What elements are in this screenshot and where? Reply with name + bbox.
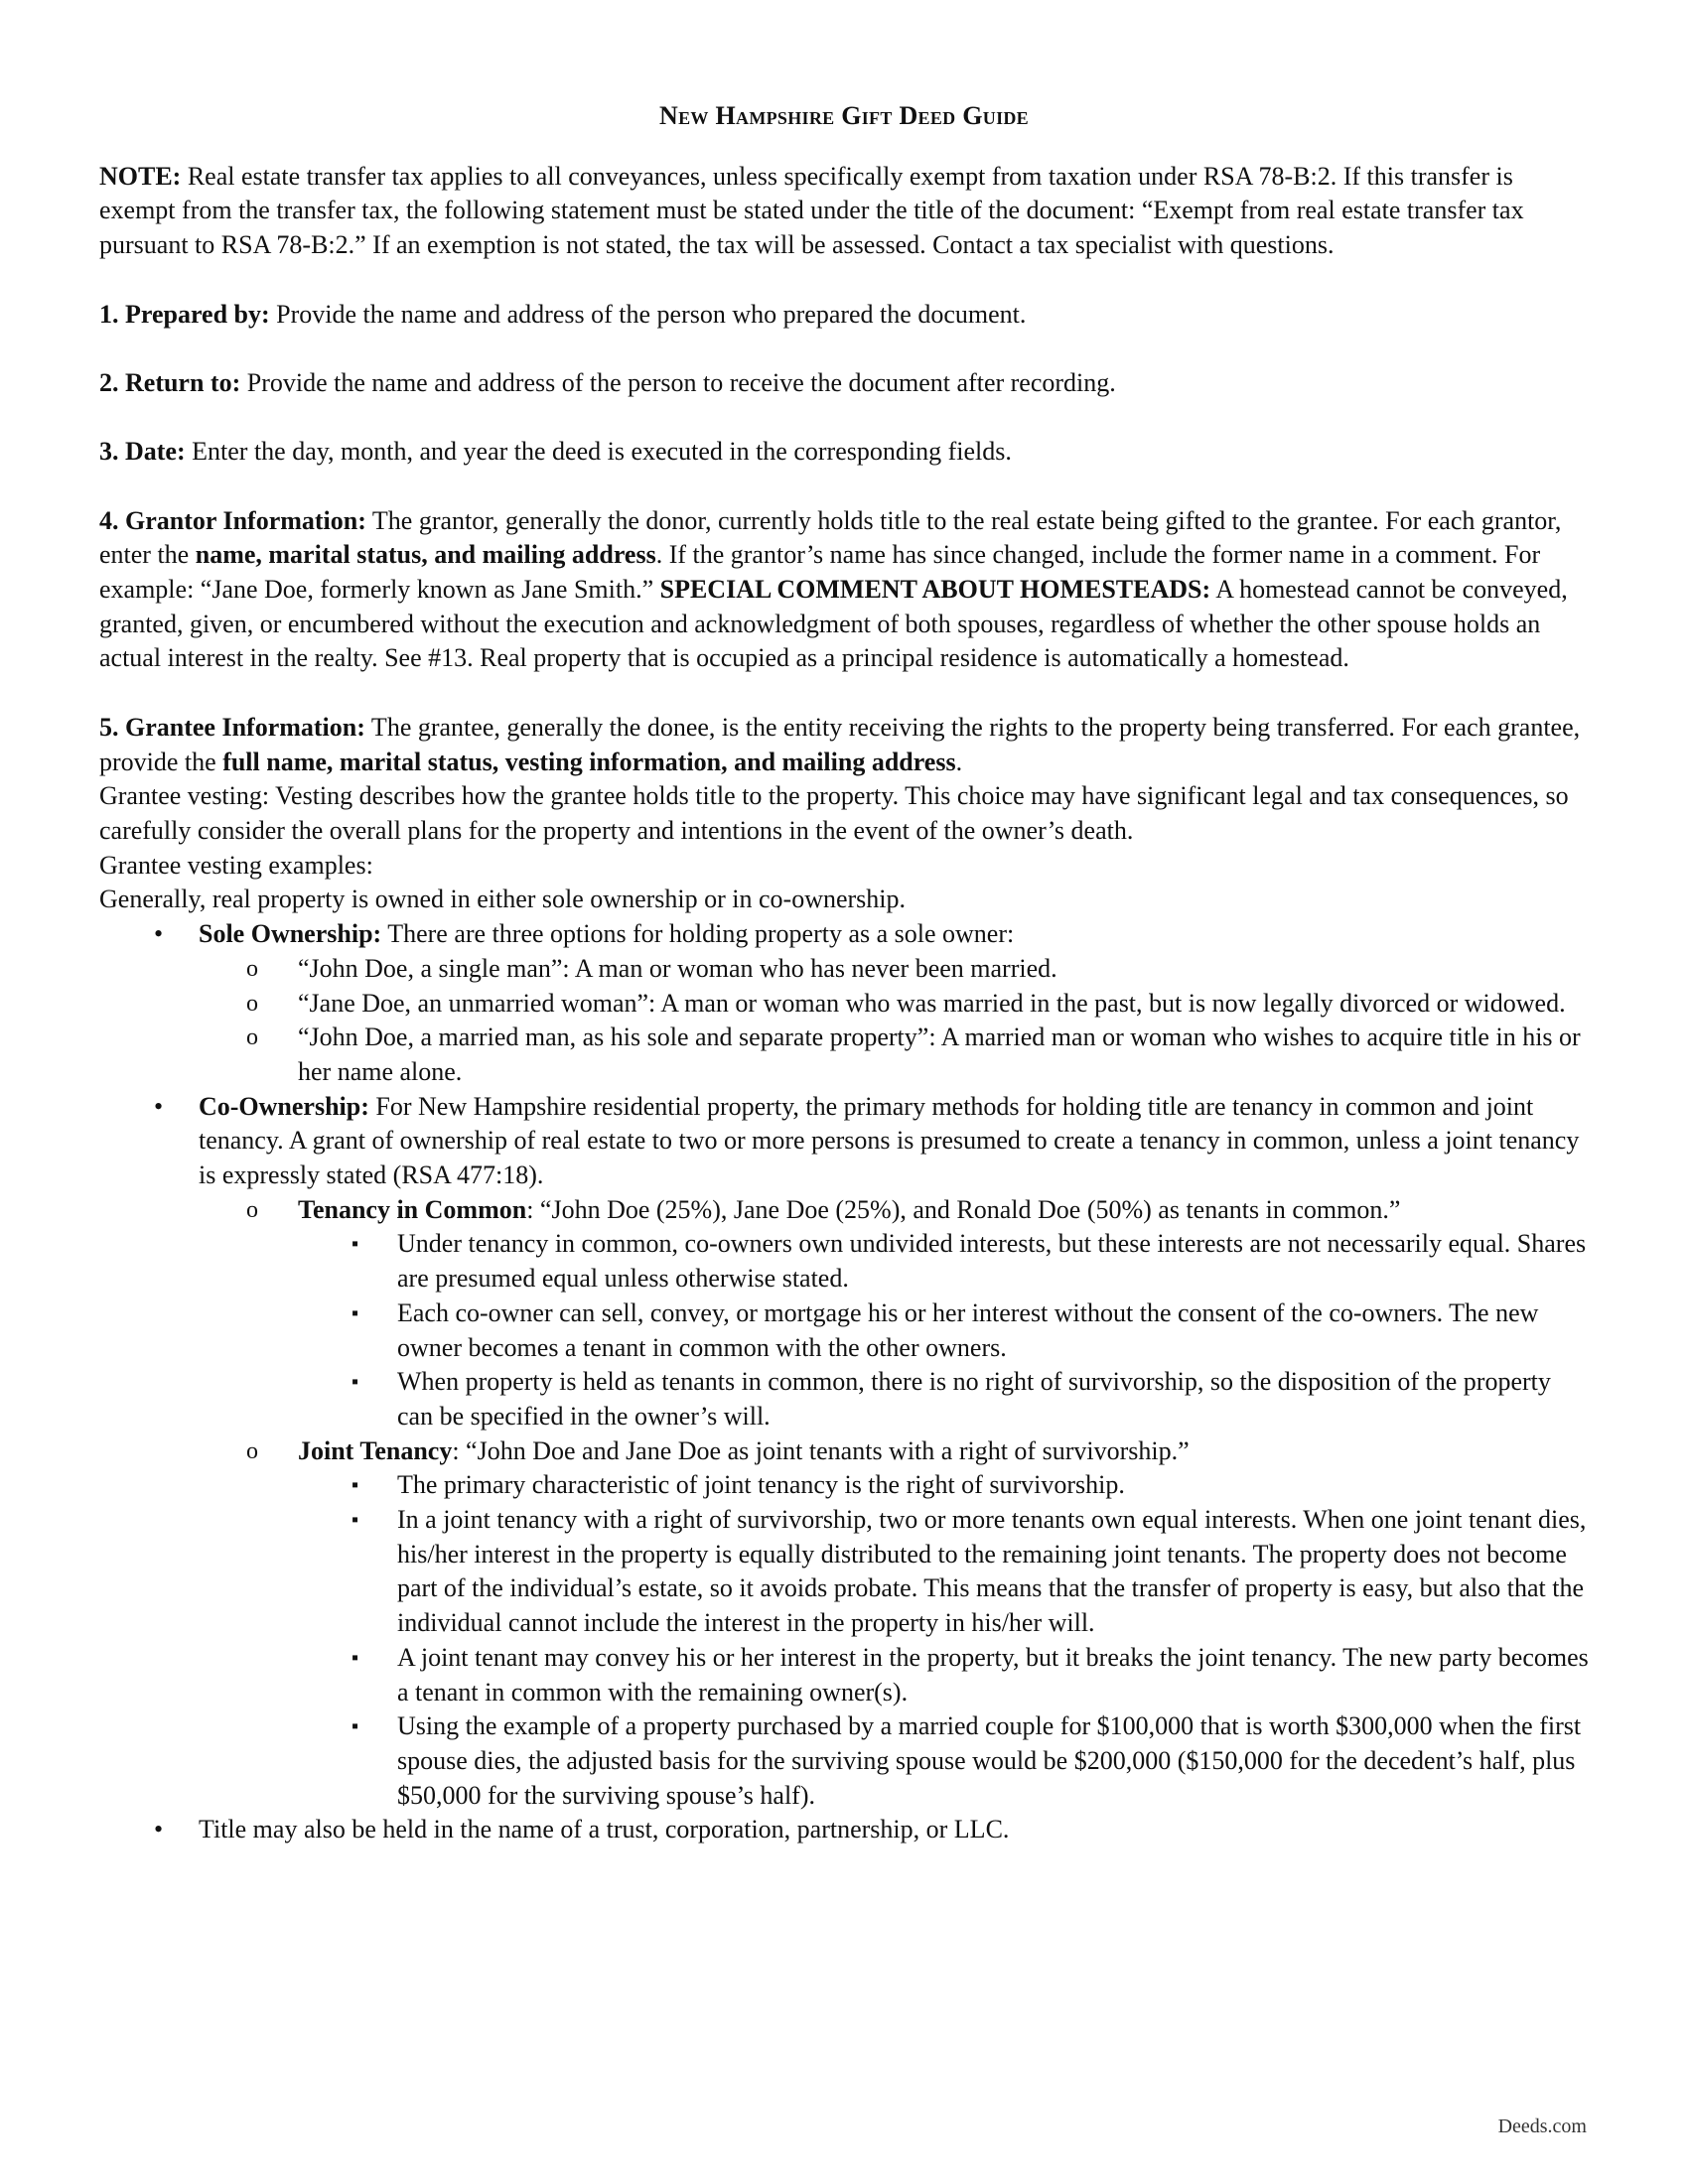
list-item bbox=[298, 1434, 1589, 1814]
list-item bbox=[298, 1193, 1589, 1434]
list-item bbox=[99, 1090, 1589, 1814]
list-item: ▪ The primary characteristic of joint tenancy is the right of survivorship. bbox=[397, 1468, 1589, 1503]
tenancy-in-common-details bbox=[397, 1227, 1589, 1433]
section-text: A homestead cannot be conveyed, granted, given, or encumbered without the execution and acknowledgment of both spouses, regardless of whether the other spouse holds an actual interest in the realty. See #13. Real property that is occupied as a principal residence is automatically a homestead. bbox=[99, 575, 1568, 673]
ownership-list bbox=[99, 917, 1589, 1847]
tenancy-in-common-label: Tenancy in Common bbox=[298, 1194, 527, 1224]
footer-brand: Deeds.com bbox=[1497, 2116, 1587, 2137]
joint-tenancy-details bbox=[397, 1468, 1589, 1813]
ownership-intro-text: Generally, real property is owned in either sole ownership or in co-ownership. bbox=[99, 885, 907, 914]
list-item: ▪ In a joint tenancy with a right of survivorship, two or more tenants own equal interests. When one joint tenant dies, his/her interest in the property is equally distributed to the remaining joint tenants. The property does not become part of the individual’s estate, so it avoids probate. This means that the transfer of property is easy, but also that the individual cannot include the interest in the property in his/her will. bbox=[397, 1503, 1589, 1641]
section-label: 3. Date: bbox=[99, 437, 186, 467]
bold-text: name, marital status, and mailing address bbox=[195, 540, 656, 570]
bold-text: full name, marital status, vesting information, and mailing address bbox=[222, 747, 956, 776]
grantee-vesting-text: Grantee vesting: Vesting describes how the grantee holds title to the property. This choice may have significant legal and tax consequences, so carefully consider the overall plans for the property and intentions in the event of the owner’s death. bbox=[99, 781, 1569, 845]
list-item: ▪ When property is held as tenants in common, there is no right of survivorship, so the disposition of the property can be specified in the owner’s will. bbox=[397, 1365, 1589, 1433]
sole-ownership-label: Sole Ownership: bbox=[199, 919, 382, 949]
section-text: . bbox=[955, 747, 963, 776]
list-item: o “John Doe, a single man”: A man or woman who has never been married. bbox=[298, 952, 1589, 987]
section-grantee-information bbox=[99, 711, 1589, 779]
list-item: ▪ A joint tenant may convey his or her interest in the property, but it breaks the joint tenancy. The new party becomes a tenant in common with the remaining owner(s). bbox=[397, 1641, 1589, 1709]
list-item-text: There are three options for holding property as a sole owner: bbox=[381, 919, 1015, 949]
section-text: Provide the name and address of the person to receive the document after recording. bbox=[240, 367, 1116, 397]
co-ownership-options bbox=[298, 1193, 1589, 1814]
section-date bbox=[99, 435, 1589, 470]
list-item-text: : “John Doe and Jane Doe as joint tenants with a right of survivorship.” bbox=[452, 1435, 1190, 1465]
list-item: ▪ Each co-owner can sell, convey, or mortgage his or her interest without the consent of the co-owners. The new owner becomes a tenant in common with the other owners. bbox=[397, 1297, 1589, 1365]
section-return-to bbox=[99, 366, 1589, 401]
note-text: Real estate transfer tax applies to all conveyances, unless specifically exempt from taxation under RSA 78-B:2. If this transfer is exempt from the transfer tax, the following statement must be stated under the title of the document: “Exempt from real estate transfer tax pursuant to RSA 78-B:2.” If an exemption is not stated, the tax will be assessed. Contact a tax specialist with questions. bbox=[99, 161, 1524, 260]
section-label: 1. Prepared by: bbox=[99, 299, 270, 329]
section-grantor-information bbox=[99, 504, 1589, 677]
list-item: • Title may also be held in the name of a trust, corporation, partnership, or LLC. bbox=[99, 1813, 1589, 1847]
list-item-text: For New Hampshire residential property, the primary methods for holding title are tenancy in common and joint tenancy. A grant of ownership of real estate to two or more persons is presumed to create a tenancy in common, unless a joint tenancy is expressly stated (RSA 477:18). bbox=[199, 1091, 1580, 1190]
list-item: ▪ Under tenancy in common, co-owners own undivided interests, but these interests are not necessarily equal. Shares are presumed equal unless otherwise stated. bbox=[397, 1227, 1589, 1296]
list-item: ▪ Using the example of a property purchased by a married couple for $100,000 that is worth $300,000 when the first spouse dies, the adjusted basis for the surviving spouse would be $200,000 ($150,000 for the decedent’s half, plus $50,000 for the surviving spouse’s half). bbox=[397, 1709, 1589, 1813]
section-text: Enter the day, month, and year the deed is executed in the corresponding fields. bbox=[185, 437, 1012, 467]
section-label: 2. Return to: bbox=[99, 367, 241, 397]
list-item: o “Jane Doe, an unmarried woman”: A man or woman who was married in the past, but is now legally divorced or widowed. bbox=[298, 987, 1589, 1022]
section-text: . If the grantor’s name has since changed, include the former name in a comment. For example: “Jane Doe, formerly known as Jane Smith.” bbox=[99, 540, 1541, 605]
section-label: 4. Grantor Information: bbox=[99, 505, 366, 535]
grantee-vesting-examples-label: Grantee vesting examples: bbox=[99, 850, 373, 880]
list-item-text: : “John Doe (25%), Jane Doe (25%), and Ronald Doe (50%) as tenants in common.” bbox=[526, 1194, 1401, 1224]
co-ownership-label: Co-Ownership: bbox=[199, 1091, 369, 1121]
section-label: 5. Grantee Information: bbox=[99, 712, 365, 742]
sole-ownership-options bbox=[298, 952, 1589, 1090]
section-text: Provide the name and address of the person who prepared the document. bbox=[269, 299, 1027, 329]
note-paragraph bbox=[99, 160, 1589, 263]
list-item bbox=[99, 917, 1589, 1090]
section-prepared-by bbox=[99, 298, 1589, 333]
joint-tenancy-label: Joint Tenancy bbox=[298, 1435, 453, 1465]
section-text: The grantor, generally the donor, currently holds title to the real estate being gifted to the grantee. For each grantor, enter the bbox=[99, 505, 1562, 570]
list-item: o “John Doe, a married man, as his sole and separate property”: A married man or woman who wishes to acquire title in his or her name alone. bbox=[298, 1021, 1589, 1089]
note-label: NOTE: bbox=[99, 161, 182, 191]
page-title: New Hampshire Gift Deed Guide bbox=[659, 101, 1029, 130]
bold-text: SPECIAL COMMENT ABOUT HOMESTEADS: bbox=[659, 575, 1211, 605]
section-text: The grantee, generally the donee, is the entity receiving the rights to the property being transferred. For each grantee, provide the bbox=[99, 712, 1581, 776]
